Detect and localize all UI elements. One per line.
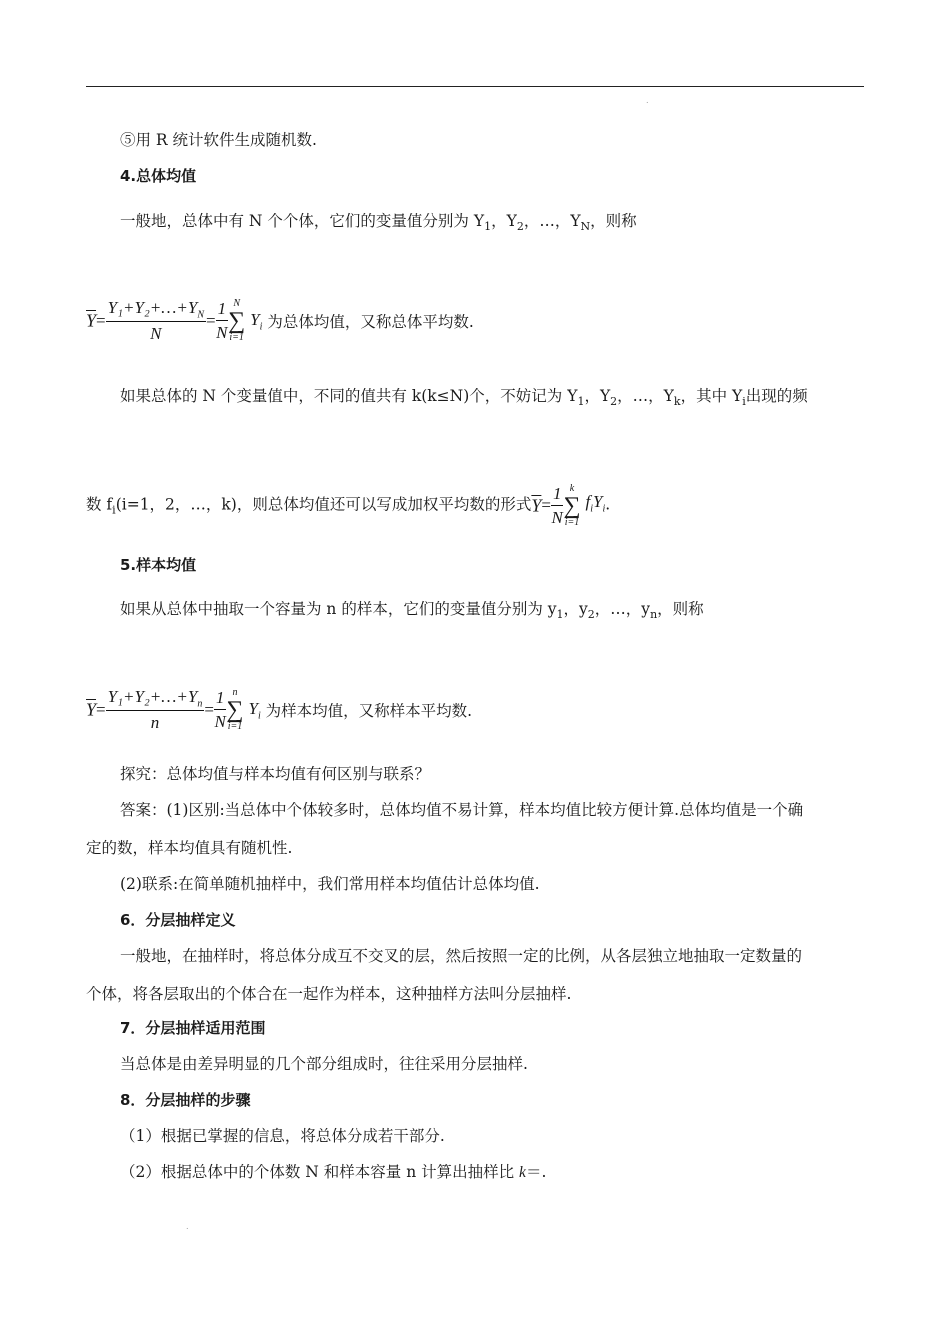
para-sample: 如果从总体中抽取一个容量为 n 的样本，它们的变量值分别为 $y_1$，$y_2$，…，$y_n$，则称 xyxy=(120,600,704,621)
heading-stratified-steps: 8．分层抽样的步骤 xyxy=(120,1091,251,1109)
line-r-software: ⑤用 R 统计软件生成随机数. xyxy=(120,131,317,149)
para-population: 一般地，总体中有 N 个个体，它们的变量值分别为 $Y_1$，$Y_2$，…，$Y_N$，则称 xyxy=(120,212,637,233)
heading-stratified-def: 6．分层抽样定义 xyxy=(120,911,236,929)
answer-relation: (2)联系:在简单随机抽样中，我们常用样本均值估计总体均值. xyxy=(120,875,540,893)
formula-population-mean: $\overline{Y}=$ $\frac{Y_1+Y_2+\dots+Y_N}{N}$ = $\frac{1}{N}$ N ∑ i=1 $Y_i$ 为总体均值，又称总体平均数. xyxy=(86,298,474,344)
header-rule xyxy=(86,86,864,87)
para-stratified-def: 一般地，在抽样时，将总体分成互不交叉的层，然后按照一定的比例，从各层独立地抽取一定数量的 xyxy=(120,947,803,965)
answer-difference-cont: 定的数，样本均值具有随机性. xyxy=(86,839,293,857)
explore-question: 探究：总体均值与样本均值有何区别与联系？ xyxy=(120,765,431,783)
step-2: （2）根据总体中的个体数 N 和样本容量 n 计算出抽样比 k＝. xyxy=(120,1163,547,1181)
formula-sample-mean: $\overline{Y}=$ $\frac{Y_1+Y_2+\dots+Y_n}{n}$ = $\frac{1}{N}$ n ∑ i=1 $Y_i$ 为样本均值，又称样本平均数. xyxy=(86,687,473,733)
para-distinct-values: 如果总体的 N 个变量值中，不同的值共有 k(k≤N)个，不妨记为 $Y_1$，$Y_2$，…，$Y_k$，其中 $Y_i$出现的频 xyxy=(120,387,808,408)
heading-sample-mean: 5.样本均值 xyxy=(120,556,197,574)
para-stratified-scope: 当总体是由差异明显的几个部分组成时，往往采用分层抽样. xyxy=(120,1055,528,1073)
heading-stratified-scope: 7．分层抽样适用范围 xyxy=(120,1019,266,1037)
heading-population-mean: 4.总体均值 xyxy=(120,167,197,185)
footer-dot: . xyxy=(186,1222,189,1231)
page-dot: . xyxy=(646,96,649,105)
para-weighted-mean: 数 $f_i(i=1$，2，…，k)，则总体均值还可以写成加权平均数的形式$\overline{Y}=$ $\frac{1}{N}$ k ∑ i=1 $f_iY_i$. xyxy=(86,482,611,528)
para-stratified-def-cont: 个体，将各层取出的个体合在一起作为样本，这种抽样方法叫分层抽样. xyxy=(86,985,572,1003)
step-1: （1）根据已掌握的信息，将总体分成若干部分. xyxy=(120,1127,445,1145)
answer-difference: 答案：(1)区别:当总体中个体较多时，总体均值不易计算，样本均值比较方便计算.总体均值是一个确 xyxy=(120,801,804,819)
